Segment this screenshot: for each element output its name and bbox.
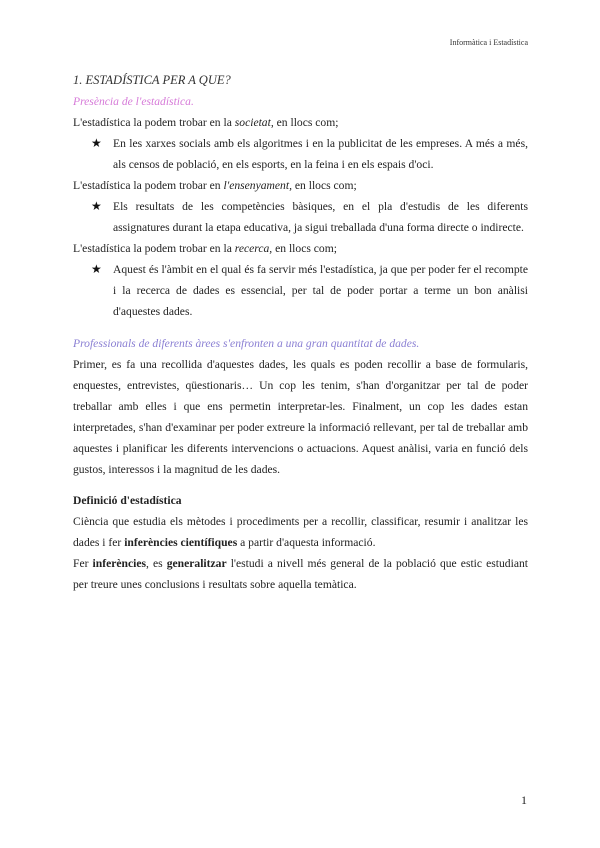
lead-text: L'estadística la podem trobar en la <box>73 242 235 255</box>
lead-text: en llocs com; <box>272 242 337 255</box>
star-bullet-icon: ★ <box>91 262 102 276</box>
page-number: 1 <box>521 793 527 807</box>
lead-line <box>73 112 528 133</box>
lead-emphasis: societat, <box>234 116 274 129</box>
spacer <box>73 480 528 490</box>
lead-text: en llocs com; <box>273 116 339 129</box>
section-subheading: Professionals de diferents àrees s'enfronten a una gran quantitat de dades. <box>73 337 420 350</box>
star-bullet-icon: ★ <box>91 136 102 150</box>
body-paragraph: Primer, es fa una recollida d'aquestes dades, les quals es poden recollir a base de formularis, enquestes, entrevistes, qüestionaris… Un cop les tenim, s'han d'organitzar per tal de poder treballar amb elles i que ens permetin interpretar-les. Finalment, un cop les dades estan interpretades, s'han d'examinar per poder extreure la informació rellevant, per tal de treballar amb aquestes i planificar les diferents intervencions o actuacions. Aquest anàlisi, varia en funció dels gustos, interessos i la magnitud de les dades. <box>73 358 528 476</box>
inference-text: , es <box>146 557 167 570</box>
inference-text: Fer <box>73 557 93 570</box>
bullet-item <box>73 196 528 238</box>
lead-emphasis: l'ensenyament, <box>223 179 292 192</box>
definition-paragraph <box>73 511 528 553</box>
star-bullet-icon: ★ <box>91 199 102 213</box>
bullet-item <box>73 259 528 322</box>
bullet-text: Aquest és l'àmbit en el qual és fa servir més l'estadística, ja que per poder fer el recompte i la recerca de dades es essencial, per tal de poder portar a terme un bon anàlisi d'aquestes dades. <box>113 263 528 318</box>
lead-line <box>73 175 528 196</box>
page-content <box>73 70 528 595</box>
section-subheading: Presència de l'estadística. <box>73 95 194 108</box>
inference-text: l'estudi a nivell més general de la població que estic estudiant per treure unes conclusions i resultats sobre aquella temàtica. <box>73 557 528 591</box>
bullet-item <box>73 133 528 175</box>
lead-line <box>73 238 528 259</box>
spacer <box>73 322 528 333</box>
lead-emphasis: recerca, <box>234 242 273 255</box>
lead-text: en llocs com; <box>291 179 357 192</box>
bullet-text: En les xarxes socials amb els algoritmes i en la publicitat de les empreses. A més a més, als censos de població, en els esports, en la feina i en els espais d'oci. <box>113 137 528 171</box>
inference-paragraph <box>73 553 528 595</box>
lead-text: L'estadística la podem trobar en la <box>73 116 235 129</box>
page-header: Informàtica i Estadística <box>449 38 528 47</box>
definition-heading: Definició d'estadística <box>73 494 182 507</box>
lead-text: L'estadística la podem trobar en <box>73 179 224 192</box>
definition-text: Ciència que estudia els mètodes i procediments per a recollir, classificar, resumir i analitzar les dades i fer <box>73 515 528 549</box>
definition-bold: inferències científiques <box>124 536 238 549</box>
section-heading: 1. ESTADÍSTICA PER A QUE? <box>73 73 231 87</box>
generalize-bold: generalitzar <box>166 557 227 570</box>
definition-text: a partir d'aquesta informació. <box>237 536 376 549</box>
bullet-text: Els resultats de les competències bàsiques, en el pla d'estudis de les diferents assignatures durant la etapa educativa, ja sigui treballada d'una forma directe o indirecte. <box>113 200 528 234</box>
inference-bold: inferències <box>92 557 146 570</box>
